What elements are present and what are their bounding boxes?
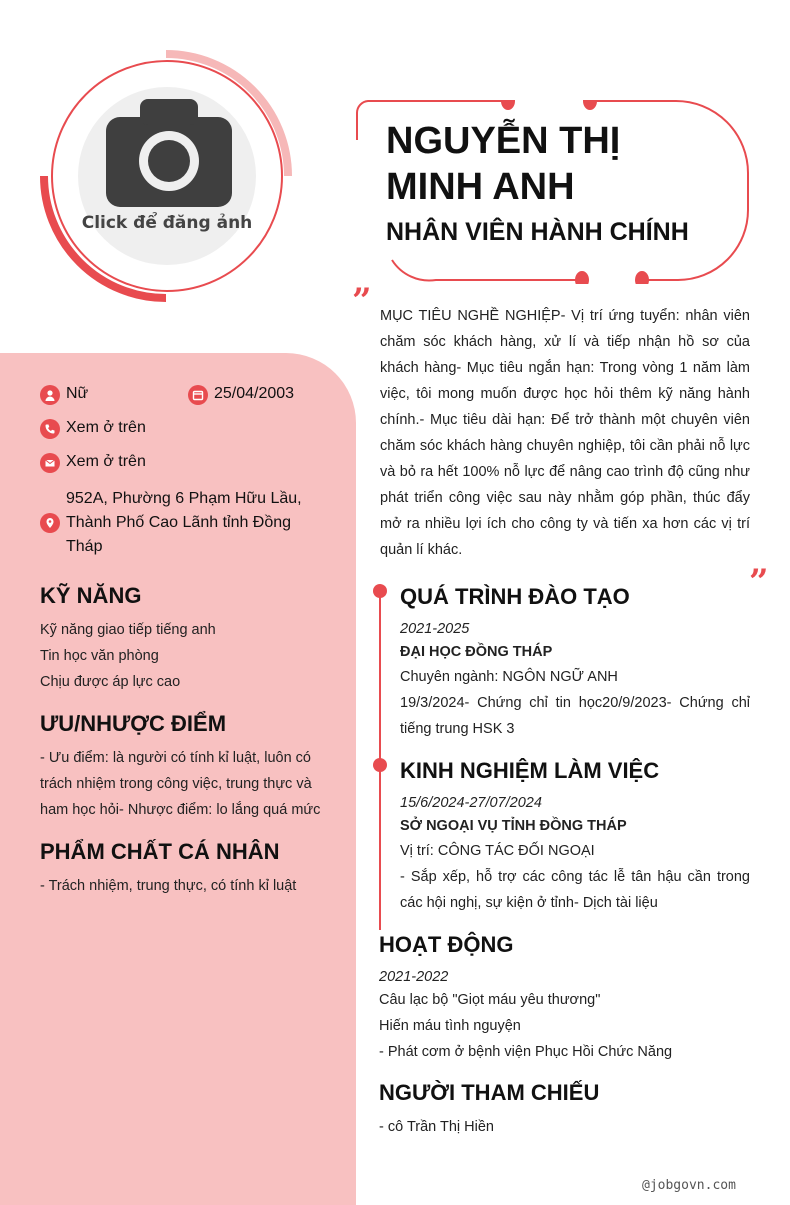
qualities-text: - Trách nhiệm, trung thực, có tính kỉ luật xyxy=(40,878,297,894)
candidate-name: NGUYỄN THỊ MINH ANH xyxy=(386,120,621,208)
pros-cons-text: - Ưu điểm: là người có tính kỉ luật, luôn có trách nhiệm trong công việc, trung thực và ham học hỏi- Nhược điểm: lo lắng quá mức xyxy=(40,750,321,818)
skill-item: Chịu được áp lực cao xyxy=(40,674,181,690)
birthday-value: 25/04/2003 xyxy=(214,385,295,402)
references-text: - cô Trần Thị Hiền xyxy=(379,1119,494,1135)
email-value: Xem ở trên xyxy=(66,453,146,470)
activities-period: 2021-2022 xyxy=(379,969,449,985)
photo-upload[interactable] xyxy=(78,87,256,265)
photo-frame xyxy=(38,48,298,308)
phone-icon xyxy=(40,419,60,439)
job-title: NHÂN VIÊN HÀNH CHÍNH xyxy=(386,218,689,246)
watermark: @jobgovn.com xyxy=(642,1178,736,1193)
gender-row xyxy=(40,385,88,405)
timeline-dot xyxy=(373,584,387,598)
camera-icon xyxy=(106,99,232,207)
skills-list xyxy=(40,617,216,695)
references-title: NGƯỜI THAM CHIẾU xyxy=(379,1080,600,1105)
activities-list xyxy=(379,987,672,1065)
skill-item: Tin học văn phòng xyxy=(40,648,159,664)
close-quote-icon: ” xyxy=(749,562,769,602)
calendar-icon xyxy=(188,385,208,405)
career-objective: MỤC TIÊU NGHỀ NGHIỆP- Vị trí ứng tuyển: nhân viên chăm sóc khách hàng, xử lí và tiếp nhận hồ sơ của khách hàng- Mục tiêu ngắn hạn: Trong vòng 1 năm làm việc, tôi mong muốn được học hỏi thêm kỹ năng hành chính.- Mục tiêu dài hạn: Để trở thành một chuyên viên chăm sóc khách hàng chuyên nghiệp, tôi cần phải nỗ lực và bỏ ra hết 100% nỗ lực để nâng cao trình độ cũng như phát triển công việc sau này nhằm góp phần, thúc đẩy mở ra nhiều lợi ích cho công ty và tiến xa hơn các vị trí quản lí khác. xyxy=(380,308,750,558)
skill-item: Kỹ năng giao tiếp tiếng anh xyxy=(40,622,216,638)
name-box xyxy=(356,100,750,280)
address-row xyxy=(40,487,330,559)
gender-value: Nữ xyxy=(66,385,89,402)
education-title: QUÁ TRÌNH ĐÀO TẠO xyxy=(400,584,630,609)
photo-upload-label: Click để đăng ảnh xyxy=(81,213,253,233)
phone-row xyxy=(40,419,146,439)
pros-cons-title: ƯU/NHƯỢC ĐIỂM xyxy=(40,711,227,736)
open-quote-icon: ” xyxy=(352,281,372,321)
qualities-title: PHẨM CHẤT CÁ NHÂN xyxy=(40,839,280,864)
education-major: Chuyên ngành: NGÔN NGỮ ANH xyxy=(400,669,618,685)
activity-item: Hiến máu tình nguyện xyxy=(379,1018,521,1034)
experience-description: - Sắp xếp, hỗ trợ các công tác lễ tân hậu cần trong các hội nghị, sự kiện ở tỉnh- Dịch tài liệu xyxy=(400,869,750,911)
education-certificates: 19/3/2024- Chứng chỉ tin học20/9/2023- Chứng chỉ tiếng trung HSK 3 xyxy=(400,695,750,737)
activity-item: Câu lạc bộ "Giọt máu yêu thương" xyxy=(379,992,601,1008)
education-period: 2021-2025 xyxy=(400,621,470,637)
experience-company: SỞ NGOẠI VỤ TỈNH ĐỒNG THÁP xyxy=(400,818,627,834)
address-value: 952A, Phường 6 Phạm Hữu Lầu, Thành Phố Cao Lãnh tỉnh Đồng Tháp xyxy=(66,490,302,555)
experience-title: KINH NGHIỆM LÀM VIỆC xyxy=(400,758,660,783)
experience-period: 15/6/2024-27/07/2024 xyxy=(400,795,542,811)
location-pin-icon xyxy=(40,513,60,533)
education-school: ĐẠI HỌC ĐỒNG THÁP xyxy=(400,644,553,660)
timeline-dot xyxy=(373,758,387,772)
person-icon xyxy=(40,385,60,405)
skills-title: KỸ NĂNG xyxy=(40,583,142,608)
email-row xyxy=(40,453,146,473)
mail-icon xyxy=(40,453,60,473)
activities-title: HOẠT ĐỘNG xyxy=(379,932,514,957)
birthday-row xyxy=(188,385,294,405)
experience-position: Vị trí: CÔNG TÁC ĐỐI NGOẠI xyxy=(400,843,595,859)
phone-value: Xem ở trên xyxy=(66,419,146,436)
activity-item: - Phát cơm ở bệnh viện Phục Hồi Chức Năng xyxy=(379,1044,673,1060)
